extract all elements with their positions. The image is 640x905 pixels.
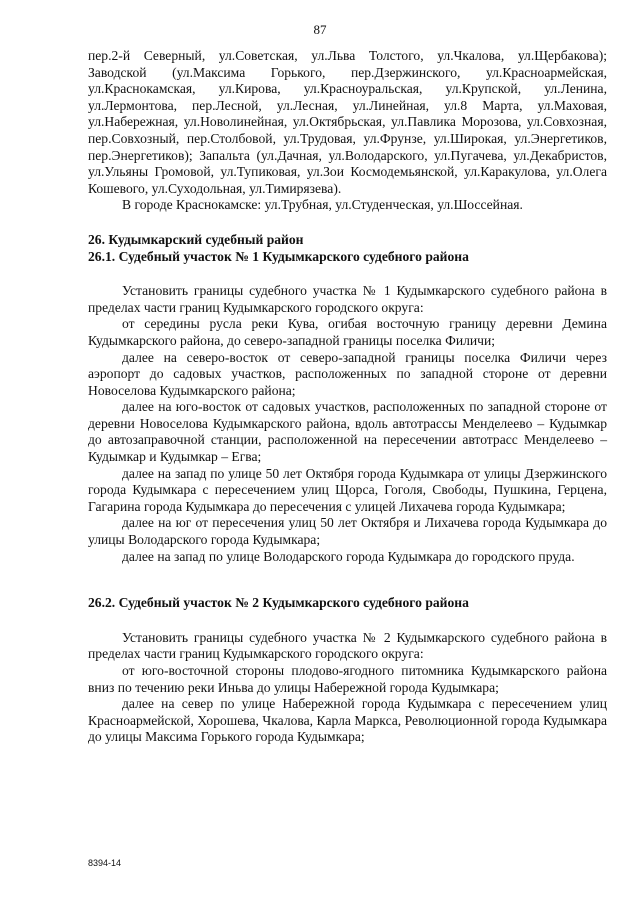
section-26-2-paragraph: Установить границы судебного участка № 2 Кудымкарского судебного района в пределах части границ Кудымкарского городского округа: [88,629,607,662]
document-body [88,48,607,746]
section-26-2-paragraph: от юго-восточной стороны плодово-ягодного питомника Кудымкарского района вниз по течению реки Иньва до улицы Набережной города Кудымкара; [88,663,607,695]
spacer [88,612,607,630]
section-26-1-paragraph: далее на юг от пересечения улиц 50 лет Октября и Лихачева города Кудымкара до улицы Володарского города Кудымкара; [88,515,607,548]
section-26-1-paragraph: далее на северо-восток от северо-западной границы поселка Филичи через аэропорт до садовых участков, расположенных по западной стороне от деревни Новоселова Кудымкарского района; [88,349,607,398]
spacer [88,265,607,283]
section-26-1-paragraph: далее на запад по улице Володарского города Кудымкара до городского пруда. [122,548,575,564]
section-26-1-paragraph: Установить границы судебного участка № 1 Кудымкарского судебного района в пределах части границ Кудымкарского городского округа: [88,283,607,315]
spacer [88,214,607,232]
section-26-title: 26. Кудымкарский судебный район [88,231,304,247]
section-26-1-paragraph: далее на запад по улице 50 лет Октября города Кудымкара от улицы Дзержинского города Кудымкара с пересечением улиц Щорса, Гоголя, Свободы, Пушкина, Герцена, Гагарина города Кудымкара до пересечения с улицей Лихачева города Кудымкара; [88,465,607,514]
krasnokamsk-streets-paragraph: В городе Краснокамске: ул.Трубная, ул.Студенческая, ул.Шоссейная. [122,197,523,213]
section-26-2-paragraph: далее на север по улице Набережной города Кудымкара с пересечением улиц Красноармейской, Хорошева, Чкалова, Карла Маркса, Революционной города Кудымкара до улицы Максима Горького города Кудымкара; [88,696,607,745]
section-26-1-title: 26.1. Судебный участок № 1 Кудымкарского судебного района [88,248,469,264]
section-26-1-paragraph: далее на юго-восток от садовых участков, расположенных по западной стороне от деревни Новоселова Кудымкарского района, вдоль автотрассы Менделеево – Кудымкар до автозаправочной станции, расположенной на пересечении автотрасс Менделеево – Кудымкар и Кудымкар – Егва; [88,399,607,465]
page-number: 87 [313,22,327,37]
spacer [88,565,607,595]
section-26-1-paragraph: от середины русла реки Кува, огибая восточную границу деревни Демина Кудымкарского района, до северо-западной границы поселка Филичи; [88,316,607,348]
section-26-2-title: 26.2. Судебный участок № 2 Кудымкарского судебного района [88,595,469,611]
street-list-paragraph: пер.2-й Северный, ул.Советская, ул.Льва Толстого, ул.Чкалова, ул.Щербакова); Заводской (ул.Максима Горького, пер.Дзержинского, ул.Красноармейская, ул.Краснокамская, ул.Кирова, ул.Красноуральская, ул.Крупской, ул.Ленина, ул.Лермонтова, пер.Лесной, ул.Лесная, ул.Линейная, ул.8 Марта, ул.Маховая, ул.Набережная, ул.Новолинейная, ул.Октябрьская, ул.Павлика Морозова, ул.Совхозная, пер.Совхозный, пер.Столбовой, ул.Трудовая, ул.Фрунзе, ул.Широкая, ул.Энергетиков, пер.Энергетиков); Запальта (ул.Дачная, ул.Володарского, ул.Пугачева, ул.Декабристов, ул.Ульяны Громовой, ул.Тупиковая, ул.Зои Космодемьянской, ул.Каракулова, ул.Олега Кошевого, ул.Суходольная, ул.Тимирязева). [88,48,607,196]
document-code: 8394-14 [88,858,122,868]
